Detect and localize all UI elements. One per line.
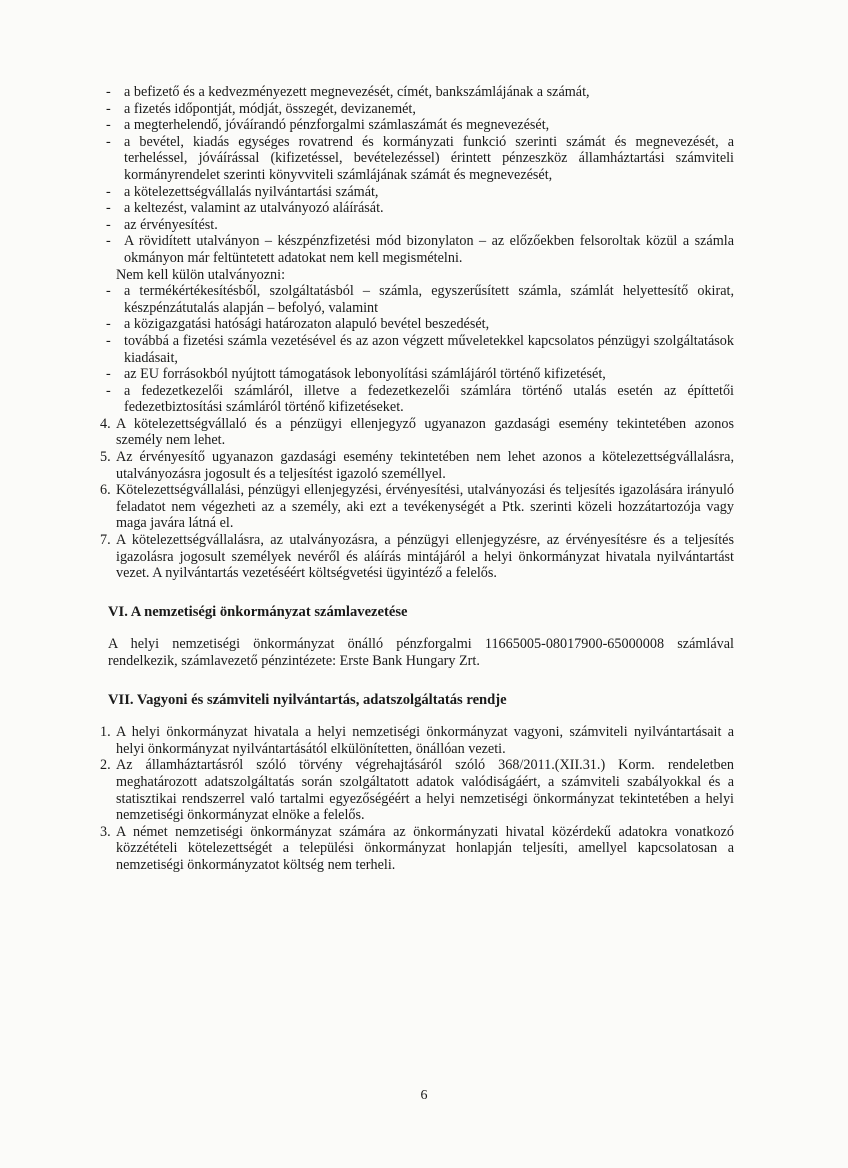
- numbered-item: [94, 824, 734, 874]
- section-paragraph: A helyi nemzetiségi önkormányzat önálló pénzforgalmi 11665005-08017900-65000008 számlával rendelkezik, számlavezető pénzintézete: Erste Bank Hungary Zrt.: [108, 636, 734, 669]
- item-text: Az államháztartásról szóló törvény végrehajtásáról szóló 368/2011.(XII.31.) Korm. rendeletben meghatározott adatszolgáltatás során szolgáltatott adatok valódiságáért, a számviteli szabályokkal és a statisztikai rendszerrel való tartalmi egyezőségéért a helyi nemzetiségi önkormányzat tekintetében a helyi nemzetiségi önkormányzat elnöke a felelős.: [116, 757, 734, 824]
- item-number: 1.: [100, 724, 111, 741]
- numbered-item: [94, 757, 734, 823]
- list-item: - a termékértékesítésből, szolgáltatásból – számla, egyszerűsített számla, számlát helyettesítő okirat, készpénzátutalás alapján – befolyó, valamint: [94, 283, 734, 316]
- numbered-rules: [94, 724, 734, 873]
- item-number: 5.: [100, 449, 111, 466]
- page-number: 6: [420, 1088, 428, 1103]
- exemption-list: [94, 283, 734, 416]
- item-number: 4.: [100, 415, 111, 432]
- item-text: A kötelezettségvállalásra, az utalványozásra, a pénzügyi ellenjegyzésre, az érvényesítésre és a teljesítés igazolásra jogosult személyek nevéről és aláírás mintájáról a helyi önkormányzat hivatala nyilvántartást vezet. A nyilvántartás vezetéséért költségvetési ügyintéző a felelős.: [116, 532, 734, 582]
- list-item: - a közigazgatási hatósági határozaton alapuló bevétel beszedését,: [94, 316, 734, 333]
- numbered-item: [94, 416, 734, 449]
- list-item: - a fedezetkezelői számláról, illetve a fedezetkezelői számlára történő utalás esetén az építtetői fedezetbiztosítási számláról történő kifizetéseket.: [94, 383, 734, 416]
- item-text: A kötelezettségvállaló és a pénzügyi ellenjegyző ugyanazon gazdasági esemény tekintetében azonos személy nem lehet.: [116, 415, 734, 449]
- item-number: 2.: [100, 757, 111, 774]
- exemption-intro: Nem kell külön utalványozni:: [116, 266, 286, 283]
- list-item: - az érvényesítést.: [94, 217, 734, 234]
- section-heading: VII. Vagyoni és számviteli nyilvántartás, adatszolgáltatás rendje: [108, 691, 507, 708]
- item-text: A helyi önkormányzat hivatala a helyi nemzetiségi önkormányzat vagyoni, számviteli nyilvántartásait a helyi önkormányzat nyilvántartásától elkülönítetten, önállóan vezeti.: [116, 724, 734, 757]
- payment-data-list: [94, 84, 734, 267]
- item-text: Kötelezettségvállalási, pénzügyi ellenjegyzési, érvényesítési, utalványozási és teljesítés igazolására irányuló feladatot nem végezheti az a személy, aki ezt a tevékenységét a Ptk. szerinti közeli hozzátartozója vagy maga javára látná el.: [116, 482, 734, 532]
- document-body: [94, 84, 734, 874]
- item-number: 3.: [100, 823, 111, 840]
- numbered-item: [94, 449, 734, 482]
- item-text: A német nemzetiségi önkormányzat számára az önkormányzati hivatal közérdekű adatokra vonatkozó közzétételi kötelezettségét a települési önkormányzat honlapján teljesíti, amellyel kapcsolatosan a nemzetiségi önkormányzatot költség nem terheli.: [116, 823, 734, 873]
- list-item: - a megterhelendő, jóváírandó pénzforgalmi számlaszámát és megnevezését,: [94, 117, 734, 134]
- list-item: - a fizetés időpontját, módját, összegét, devizanemét,: [94, 101, 734, 118]
- list-item: - a befizető és a kedvezményezett megnevezését, címét, bankszámlájának a számát,: [94, 84, 734, 101]
- section-heading: VI. A nemzetiségi önkormányzat számlavezetése: [108, 603, 408, 620]
- list-item: - az EU forrásokból nyújtott támogatások lebonyolítási számlájáról történő kifizetését,: [94, 366, 734, 383]
- numbered-item: [94, 724, 734, 757]
- item-number: 7.: [100, 532, 111, 549]
- numbered-rules: [94, 416, 734, 582]
- list-item: - a kötelezettségvállalás nyilvántartási számát,: [94, 184, 734, 201]
- list-item: - továbbá a fizetési számla vezetésével és az azon végzett műveletekkel kapcsolatos pénzügyi szolgáltatások kiadásait,: [94, 333, 734, 366]
- item-number: 6.: [100, 482, 111, 499]
- list-item: - a bevétel, kiadás egységes rovatrend és kormányzati funkció szerinti számát és megnevezését, a terheléssel, jóváírással (kifizetéssel, bevételezéssel) érintett pénzeszköz államháztartási számviteli kormányrendelet szerinti könyvviteli számlájának számát és megnevezését,: [94, 134, 734, 184]
- list-item: - a keltezést, valamint az utalványozó aláírását.: [94, 200, 734, 217]
- numbered-item: [94, 532, 734, 582]
- list-item: - A rövidített utalványon – készpénzfizetési mód bizonylaton – az előzőekben felsoroltak közül a számla okmányon már feltüntetett adatokat nem kell megismételni.: [94, 233, 734, 266]
- numbered-item: [94, 482, 734, 532]
- item-text: Az érvényesítő ugyanazon gazdasági esemény tekintetében nem lehet azonos a kötelezettségvállalásra, utalványozásra jogosult és a teljesítést igazoló személlyel.: [116, 449, 734, 482]
